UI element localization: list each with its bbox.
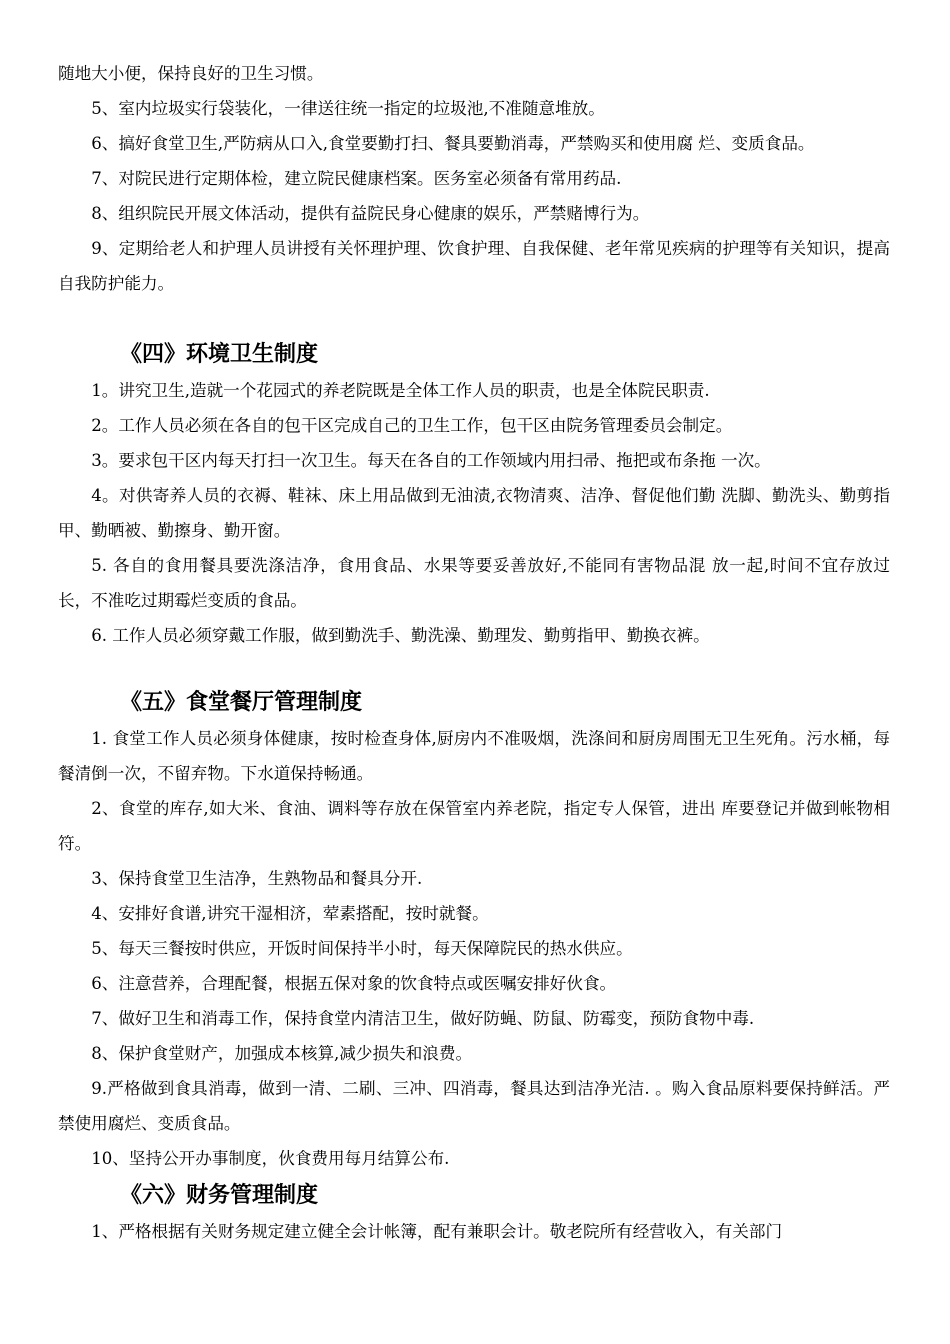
spacer	[58, 301, 890, 337]
rule-item: 4、安排好食谱,讲究干湿相济，荤素搭配，按时就餐。	[91, 904, 489, 923]
rule-item: 6、注意营养，合理配餐，根据五保对象的饮食特点或医嘱安排好伙食。	[91, 974, 617, 993]
rule-item: 8、组织院民开展文体活动，提供有益院民身心健康的娱乐，严禁赌博行为。	[91, 204, 650, 223]
section-heading: 《四》环境卫生制度	[120, 342, 319, 367]
rule-item: 7、做好卫生和消毒工作，保持食堂内清洁卫生，做好防蝇、防鼠、防霉变，预防食物中毒.	[91, 1009, 755, 1028]
section-financial-management	[58, 1178, 890, 1249]
section-environment-hygiene	[58, 337, 890, 653]
section-heading: 《五》食堂餐厅管理制度	[120, 690, 363, 715]
rule-item: 1、严格根据有关财务规定建立健全会计帐簿，配有兼职会计。敬老院所有经营收入，有关部门	[91, 1222, 783, 1241]
rule-item: 8、保护食堂财产，加强成本核算,减少损失和浪费。	[91, 1044, 473, 1063]
rule-item: 6、搞好食堂卫生,严防病从口入,食堂要勤打扫、餐具要勤消毒，严禁购买和使用腐 烂、变质食品。	[91, 134, 815, 153]
paragraph-continuation: 随地大小便，保持良好的卫生习惯。	[58, 64, 324, 83]
rule-item: 1. 食堂工作人员必须身体健康，按时检查身体,厨房内不准吸烟，洗涤间和厨房周围无卫生死角。污水桶，每餐清倒一次，不留弃物。下水道保持畅通。	[58, 729, 890, 783]
spacer	[58, 653, 890, 685]
rule-item: 4。对供寄养人员的衣褥、鞋袜、床上用品做到无油渍,衣物清爽、洁净、督促他们勤 洗脚、勤洗头、勤剪指甲、勤晒被、勤擦身、勤开窗。	[58, 486, 890, 540]
rule-item: 5、每天三餐按时供应，开饭时间保持半小时，每天保障院民的热水供应。	[91, 939, 633, 958]
continued-rules-block	[58, 56, 890, 301]
section-canteen-management	[58, 685, 890, 1176]
rule-item: 6. 工作人员必须穿戴工作服，做到勤洗手、勤洗澡、勤理发、勤剪指甲、勤换衣裤。	[91, 626, 710, 645]
rule-item: 5. 各自的食用餐具要洗涤洁净，食用食品、水果等要妥善放好,不能同有害物品混 放一起,时间不宜存放过长，不准吃过期霉烂变质的食品。	[58, 556, 890, 610]
rule-item: 10、坚持公开办事制度，伙食费用每月结算公布.	[91, 1149, 450, 1168]
rule-item: 1。讲究卫生,造就一个花园式的养老院既是全体工作人员的职责，也是全体院民职责.	[91, 381, 710, 400]
section-heading: 《六》财务管理制度	[120, 1183, 319, 1208]
rule-item: 5、室内垃圾实行袋装化，一律送往统一指定的垃圾池,不准随意堆放。	[91, 99, 605, 118]
rule-item: 9、定期给老人和护理人员讲授有关怀理护理、饮食护理、自我保健、老年常见疾病的护理等有关知识，提高自我防护能力。	[58, 239, 890, 293]
rule-item: 2。工作人员必须在各自的包干区完成自己的卫生工作，包干区由院务管理委员会制定。	[91, 416, 733, 435]
rule-item: 7、对院民进行定期体检，建立院民健康档案。医务室必须备有常用药品.	[91, 169, 622, 188]
rule-item: 3。要求包干区内每天打扫一次卫生。每天在各自的工作领域内用扫帚、拖把或布条拖 一次。	[91, 451, 771, 470]
rule-item: 3、保持食堂卫生洁净，生熟物品和餐具分开.	[91, 869, 423, 888]
rule-item: 2、食堂的库存,如大米、食油、调料等存放在保管室内养老院，指定专人保管，进出 库要登记并做到帐物相符。	[58, 799, 890, 853]
rule-item: 9.严格做到食具消毒，做到一清、二刷、三冲、四消毒，餐具达到洁净光洁. 。购入食品原料要保持鲜活。严禁使用腐烂、变质食品。	[58, 1079, 890, 1133]
